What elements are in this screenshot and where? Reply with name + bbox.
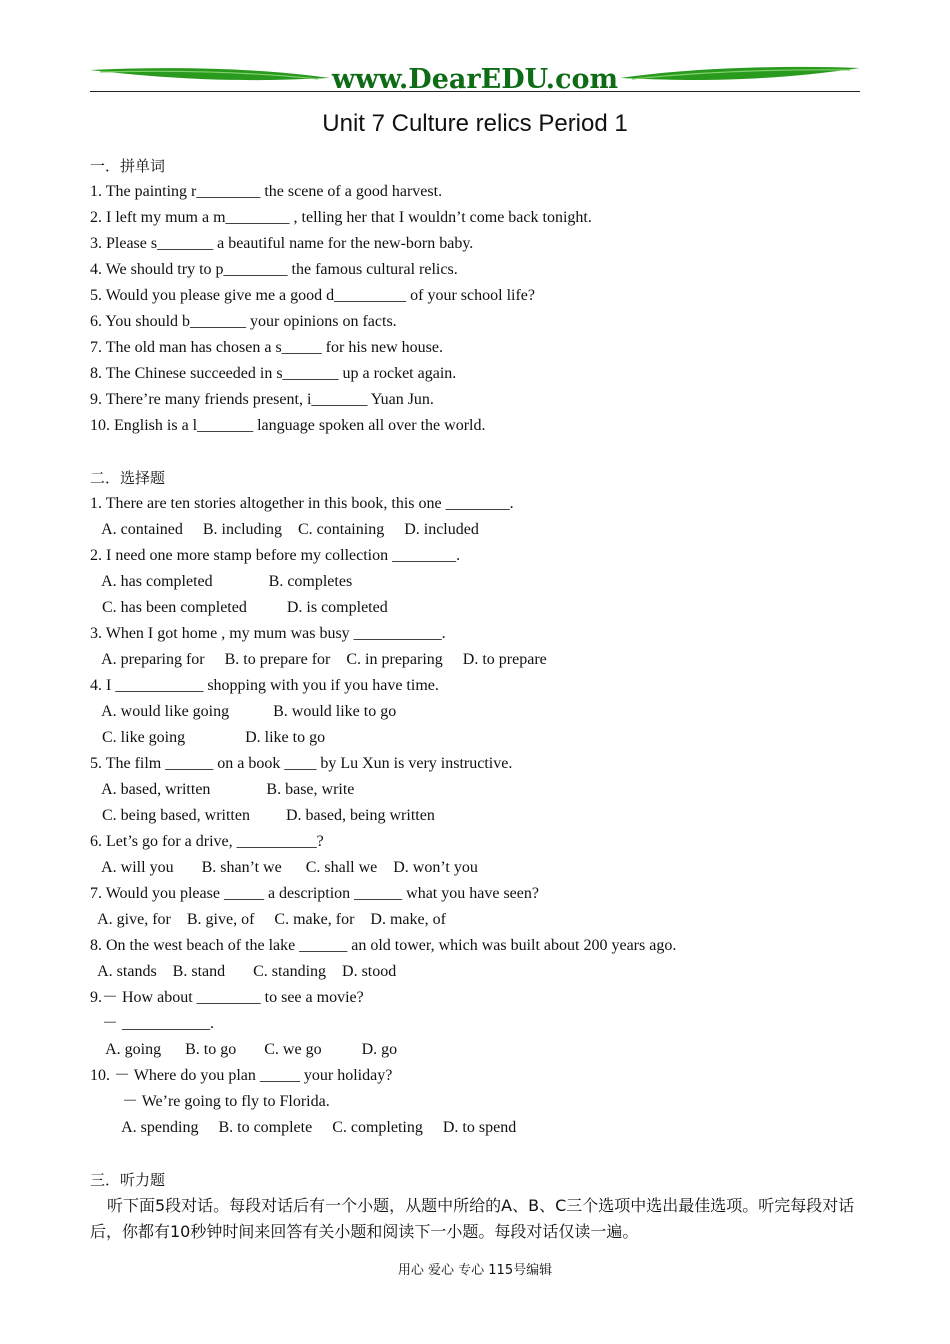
options-line: C. like going D. like to go [90,729,326,746]
spelling-item: 7. The old man has chosen a s_____ for his new house. [90,339,443,356]
question-line: 2. I need one more stamp before my collection ________. [90,547,461,564]
spelling-item: 9. There’re many friends present, i_______ Yuan Jun. [90,391,434,408]
options-line: C. has been completed D. is completed [90,599,388,616]
spelling-item: 2. I left my mum a m________ , telling her that I wouldn’t come back tonight. [90,209,592,226]
dialogue-line: － We’re going to fly to Florida. [90,1093,330,1110]
section-heading-multiple-choice: 二．选择题 [90,469,166,487]
options-line: A. based, written B. base, write [90,781,355,798]
question-line: 6. Let’s go for a drive, __________? [90,833,324,850]
question-line: 5. The film ______ on a book ____ by Lu Xun is very instructive. [90,755,513,772]
options-line: A. has completed B. completes [90,573,353,590]
page-footer: 用心 爱心 专心 115号编辑 [397,1263,553,1278]
options-line: A. contained B. including C. containing D. included [90,521,479,538]
section-heading-spelling: 一．拼单词 [90,157,166,175]
header-divider [90,91,860,92]
spelling-item: 1. The painting r________ the scene of a good harvest. [90,183,443,200]
options-line: A. give, for B. give, of C. make, for D. make, of [90,911,446,928]
options-line: A. stands B. stand C. standing D. stood [90,963,397,980]
site-logo-text: www.DearEDU.com [331,64,619,95]
question-line: 3. When I got home , my mum was busy ___________. [90,625,446,642]
options-line: A. will you B. shan’t we C. shall we D. won’t you [90,859,478,876]
question-line: 8. On the west beach of the lake ______ an old tower, which was built about 200 years ago. [90,937,677,954]
spelling-item: 4. We should try to p________ the famous cultural relics. [90,261,458,278]
question-line: 7. Would you please _____ a description ______ what you have seen? [90,885,539,902]
page-title: Unit 7 Culture relics Period 1 [322,110,628,137]
spelling-item: 10. English is a l_______ language spoken all over the world. [90,417,486,434]
spelling-item: 5. Would you please give me a good d_________ of your school life? [90,287,535,304]
section-heading-listening: 三．听力题 [90,1171,166,1189]
options-line: A. would like going B. would like to go [90,703,397,720]
question-line: 4. I ___________ shopping with you if you have time. [90,677,439,694]
options-line: A. going B. to go C. we go D. go [90,1041,398,1058]
spelling-item: 3. Please s_______ a beautiful name for the new-born baby. [90,235,474,252]
spelling-item: 6. You should b_______ your opinions on facts. [90,313,397,330]
listening-instructions: 听下面5段对话。每段对话后有一个小题，从题中所给的A、B、C三个选项中选出最佳选项。听完每段对话后，你都有10秒钟时间来回答有关小题和阅读下一小题。每段对话仅读一遍。 [90,1196,855,1241]
question-line: 9.－ How about ________ to see a movie? [90,989,364,1006]
question-line: 1. There are ten stories altogether in this book, this one ________. [90,495,514,512]
options-line: C. being based, written D. based, being written [90,807,435,824]
options-line: A. preparing for B. to prepare for C. in preparing D. to prepare [90,651,547,668]
question-line: 10. － Where do you plan _____ your holiday? [90,1067,393,1084]
dialogue-line: － ___________. [90,1015,215,1032]
options-line: A. spending B. to complete C. completing D. to spend [90,1119,517,1136]
spelling-item: 8. The Chinese succeeded in s_______ up a rocket again. [90,365,457,382]
